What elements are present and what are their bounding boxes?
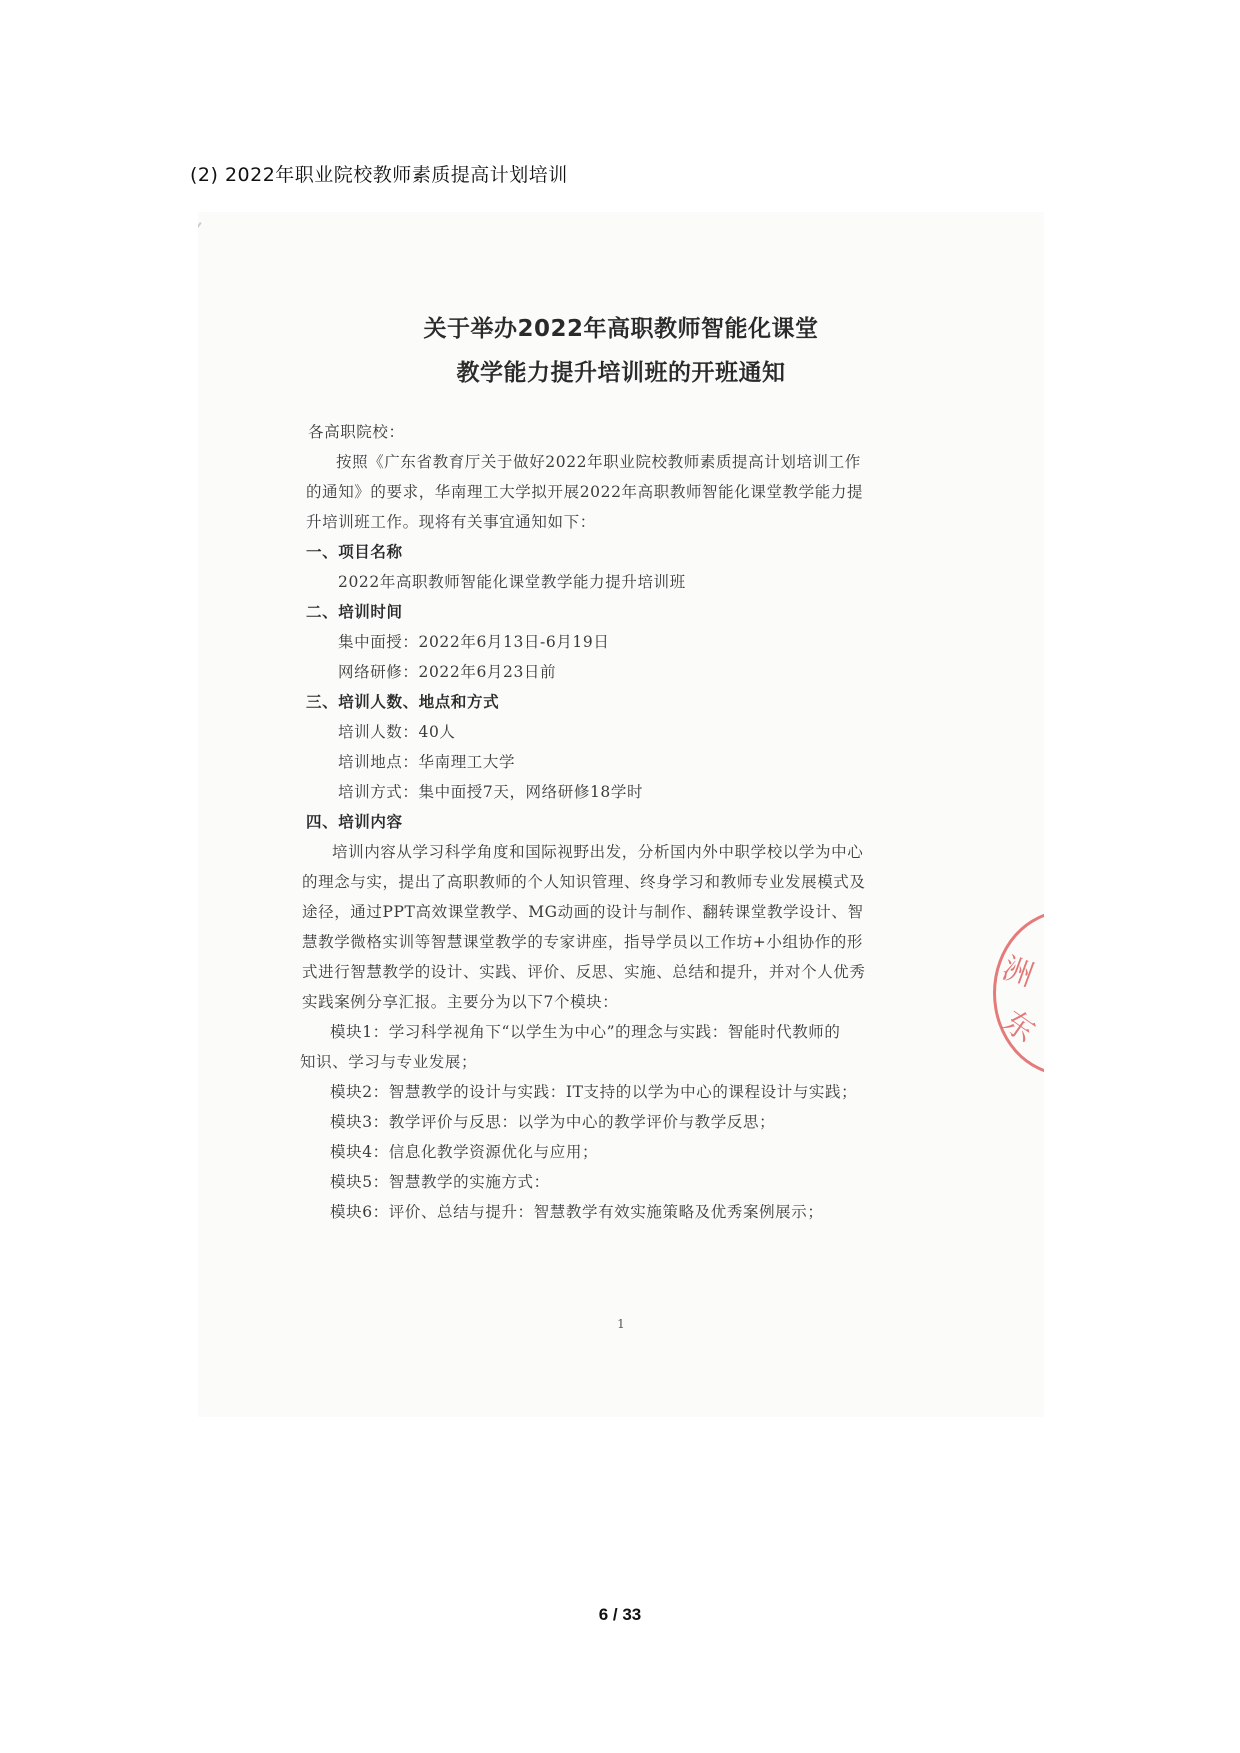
- module-1-line: 模块1：学习科学视角下“以学生为中心”的理念与实践：智能时代教师的: [330, 1023, 841, 1041]
- paper-crease: [198, 222, 202, 321]
- time-onsite: 集中面授：2022年6月13日-6月19日: [338, 633, 610, 651]
- intro-line: 的通知》的要求，华南理工大学拟开展2022年高职教师智能化课堂教学能力提: [306, 483, 864, 501]
- intro-line: 升培训班工作。现将有关事宜通知如下：: [306, 513, 596, 531]
- training-location: 培训地点：华南理工大学: [338, 753, 516, 771]
- module-4: 模块4：信息化教学资源优化与应用；: [330, 1143, 599, 1161]
- heading-training-content: 四、培训内容: [306, 812, 403, 831]
- module-1-line: 知识、学习与专业发展；: [300, 1053, 478, 1071]
- seal-char: 洲: [997, 950, 1038, 994]
- notice-title-line1: 关于举办2022年高职教师智能化课堂: [423, 316, 819, 342]
- project-name: 2022年高职教师智能化课堂教学能力提升培训班: [338, 573, 686, 591]
- module-6: 模块6：评价、总结与提升：智慧教学有效实施策略及优秀案例展示；: [330, 1203, 824, 1221]
- module-3: 模块3：教学评价与反思：以学为中心的教学评价与教学反思；: [330, 1113, 776, 1131]
- salutation: 各高职院校：: [308, 423, 405, 441]
- content-line: 实践案例分享汇报。主要分为以下7个模块：: [302, 993, 619, 1011]
- time-online: 网络研修：2022年6月23日前: [338, 663, 557, 681]
- content-line: 慧教学微格实训等智慧课堂教学的专家讲座，指导学员以工作坊+小组协作的形: [302, 933, 863, 951]
- heading-count-location-method: 三、培训人数、地点和方式: [306, 692, 500, 711]
- red-seal-stamp: [993, 910, 1044, 1076]
- heading-project-name: 一、项目名称: [306, 542, 403, 561]
- intro-line: 按照《广东省教育厅关于做好2022年职业院校教师素质提高计划培训工作: [336, 453, 861, 471]
- module-2: 模块2：智慧教学的设计与实践：IT支持的以学为中心的课程设计与实践；: [330, 1083, 858, 1101]
- seal-char: 东: [996, 1003, 1042, 1050]
- training-count: 培训人数：40人: [338, 723, 456, 741]
- page-indicator: 6 / 33: [598, 1605, 642, 1624]
- heading-training-time: 二、培训时间: [306, 602, 403, 621]
- content-line: 途径，通过PPT高效课堂教学、MG动画的设计与制作、翻转课堂教学设计、智: [302, 903, 864, 921]
- content-line: 式进行智慧教学的设计、实践、评价、反思、实施、总结和提升，并对个人优秀: [302, 963, 866, 981]
- notice-title-line2: 教学能力提升培训班的开班通知: [456, 360, 786, 386]
- content-line: 培训内容从学习科学角度和国际视野出发，分析国内外中职学校以学为中心: [332, 843, 864, 861]
- module-5: 模块5：智慧教学的实施方式：: [330, 1173, 550, 1191]
- scan-page-number: 1: [617, 1317, 625, 1331]
- section-heading: (2) 2022年职业院校教师素质提高计划培训: [190, 164, 568, 186]
- scanned-notice: [198, 212, 1044, 1417]
- content-line: 的理念与实，提出了高职教师的个人知识管理、终身学习和教师专业发展模式及: [302, 873, 866, 891]
- training-method: 培训方式：集中面授7天，网络研修18学时: [338, 783, 644, 801]
